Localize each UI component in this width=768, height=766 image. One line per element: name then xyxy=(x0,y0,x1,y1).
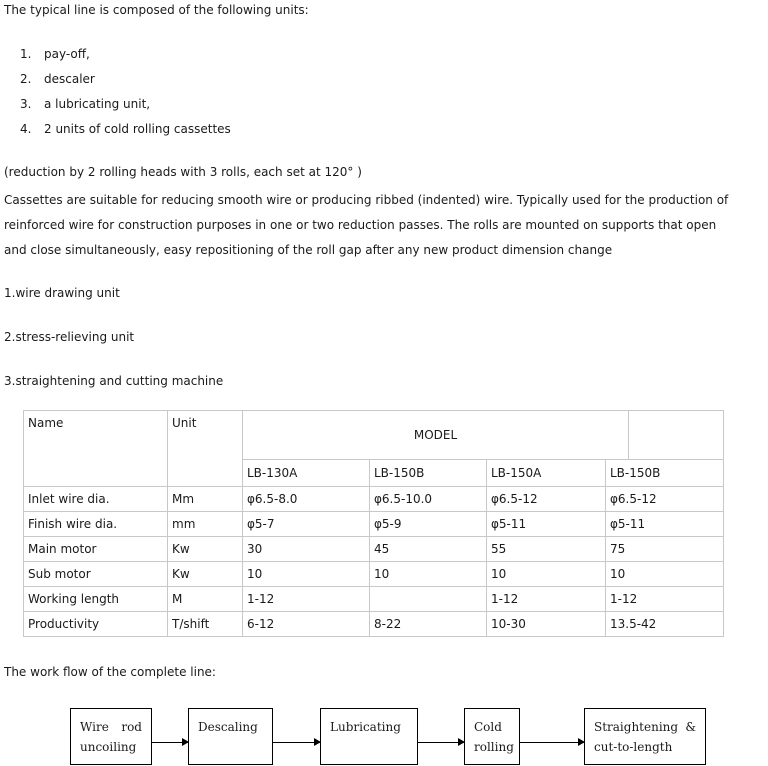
cassettes-paragraph: Cassettes are suitable for reducing smooth wire or producing ribbed (indented) wire. Typically used for the production of reinforced wire for construction purposes in one or two reduction passes. The rolls are mounted on supports that open and close simultaneously, easy repositioning of the roll gap after any new product dimension change xyxy=(4,193,729,257)
arrow-2 xyxy=(273,742,320,743)
model-1: LB-130A xyxy=(243,460,369,486)
step-descaling: Descaling xyxy=(188,708,273,765)
units-list xyxy=(20,46,231,146)
table-row: Inlet wire dia. Mm φ6.5-8.0 φ6.5-10.0 φ6.5-12 φ6.5-12 xyxy=(24,487,723,511)
header-blank xyxy=(629,411,723,459)
table-row: Finish wire dia. mm φ5-7 φ5-9 φ5-11 φ5-11 xyxy=(24,512,723,536)
intro-text: The typical line is composed of the following units: xyxy=(4,3,309,17)
workflow-diagram xyxy=(0,705,768,765)
table-row: Sub motor Kw 10 10 10 10 xyxy=(24,562,723,586)
header-unit: Unit xyxy=(168,411,242,486)
table-row: Productivity T/shift 6-12 8-22 10-30 13.5-42 xyxy=(24,612,723,636)
spec-table xyxy=(23,410,724,637)
header-name: Name xyxy=(24,411,167,486)
model-2: LB-150B xyxy=(370,460,486,486)
list-item: 3. a lubricating unit, xyxy=(20,97,151,111)
arrow-1 xyxy=(152,742,188,743)
step-wire-rod-uncoiling: Wire rod uncoiling xyxy=(70,708,152,765)
step-lubricating: Lubricating xyxy=(320,708,418,765)
reduction-note: (reduction by 2 rolling heads with 3 rolls, each set at 120° ) xyxy=(4,165,362,179)
section-straightening: 3.straightening and cutting machine xyxy=(4,374,224,388)
list-item: 4. 2 units of cold rolling cassettes xyxy=(20,122,231,136)
list-item: 1. pay-off, xyxy=(20,47,90,61)
table-row: Working length M 1-12 1-12 1-12 xyxy=(24,587,723,611)
section-wire-drawing: 1.wire drawing unit xyxy=(4,286,120,300)
step-straightening-cut: Straightening & cut-to-length xyxy=(584,708,706,765)
model-3: LB-150A xyxy=(487,460,605,486)
workflow-label: The work flow of the complete line: xyxy=(4,665,216,679)
header-model: MODEL xyxy=(243,411,628,459)
model-4: LB-150B xyxy=(606,460,723,486)
section-stress-relieving: 2.stress-relieving unit xyxy=(4,330,135,344)
arrow-3 xyxy=(418,742,464,743)
step-cold-rolling: Cold rolling xyxy=(464,708,520,765)
list-item: 2. descaler xyxy=(20,72,95,86)
table-row: Main motor Kw 30 45 55 75 xyxy=(24,537,723,561)
arrow-4 xyxy=(520,742,584,743)
